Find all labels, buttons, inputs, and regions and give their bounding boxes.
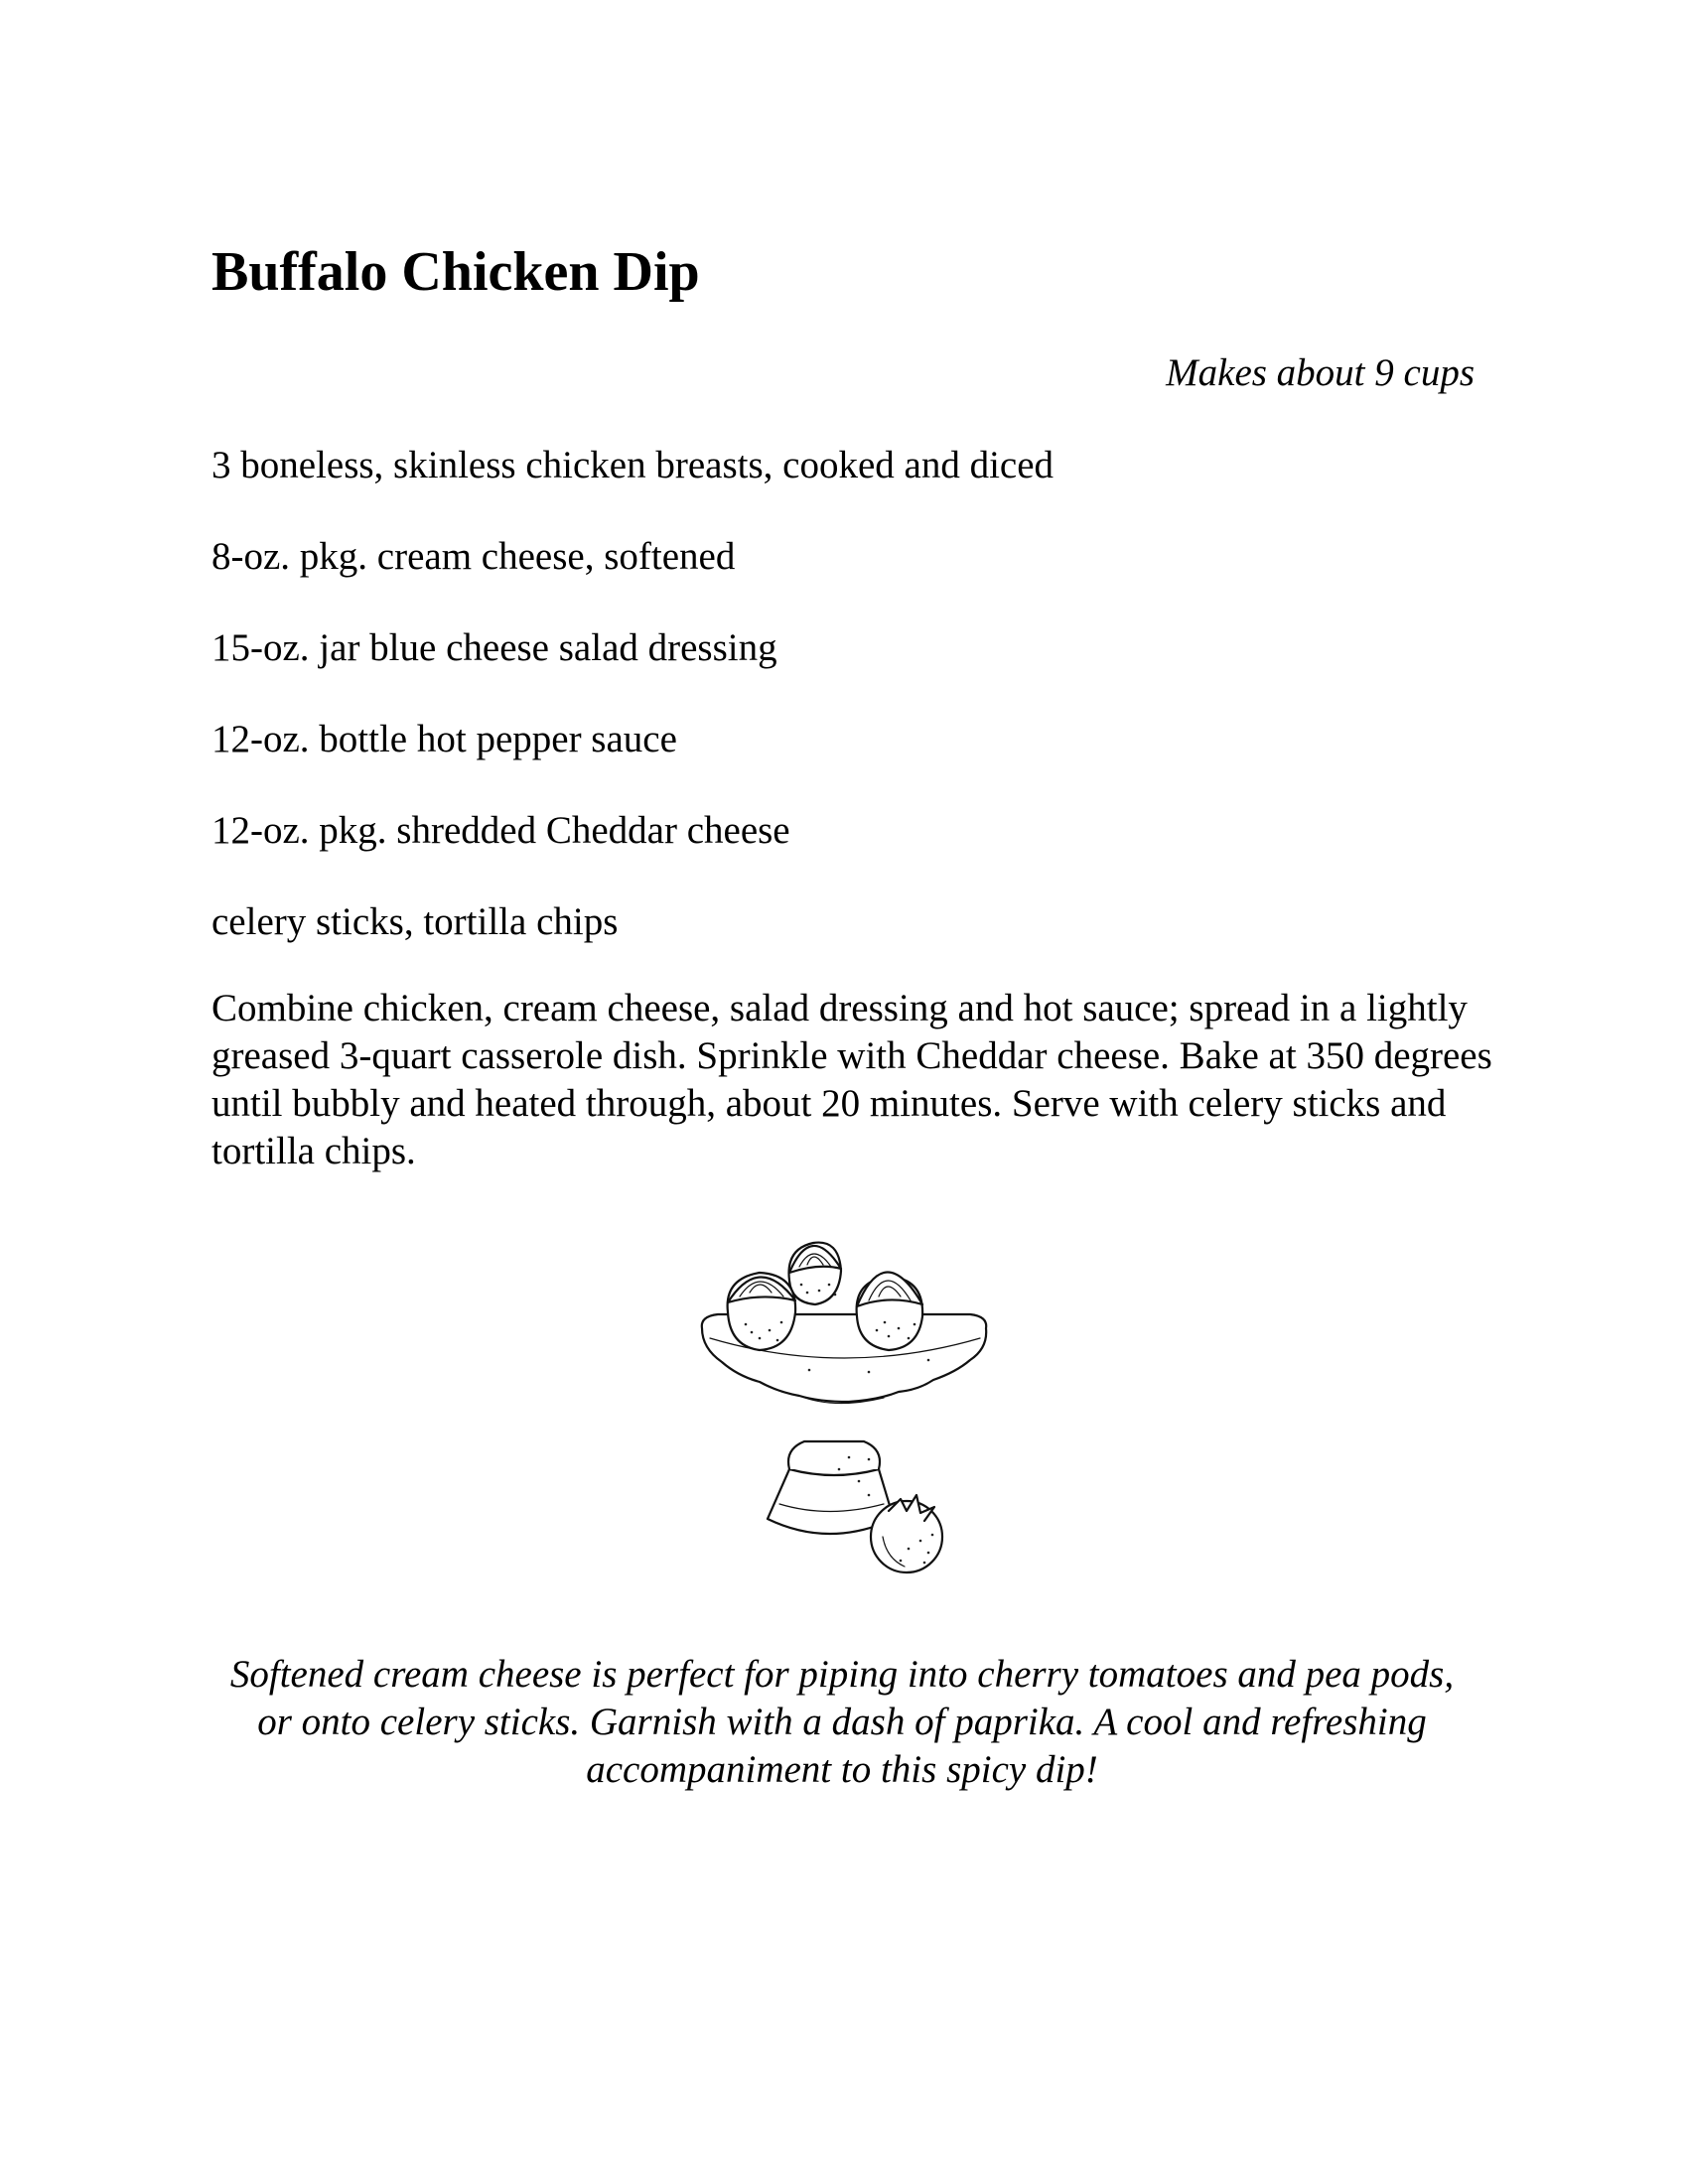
ingredient-item: 12-oz. bottle hot pepper sauce — [211, 718, 677, 760]
ingredient-item: 12-oz. pkg. shredded Cheddar cheese — [211, 809, 790, 852]
ingredient-item: 8-oz. pkg. cream cheese, softened — [211, 535, 736, 578]
serving-tip: Softened cream cheese is perfect for piping into cherry tomatoes and pea pods, or onto celery sticks. Garnish with a dash of paprika. A cool and refreshing accompaniment to this spicy dip! — [229, 1653, 1455, 1791]
ingredient-item: 3 boneless, skinless chicken breasts, cooked and diced — [211, 444, 1055, 486]
cake-stand-illustration — [690, 1221, 998, 1598]
ingredient-item: 15-oz. jar blue cheese salad dressing — [211, 626, 777, 669]
ingredient-item: celery sticks, tortilla chips — [211, 900, 619, 943]
ingredient-list — [211, 440, 1054, 988]
recipe-yield: Makes about 9 cups — [1166, 351, 1475, 394]
cake-stand-with-cream-puffs-and-tomato-illustration — [690, 1221, 998, 1598]
recipe-title: Buffalo Chicken Dip — [211, 241, 700, 303]
recipe-directions: Combine chicken, cream cheese, salad dressing and hot sauce; spread in a lightly greased 3-quart casserole dish. Sprinkle with Cheddar cheese. Bake at 350 degrees until bubbly and heated through, about 20 minutes. Serve with celery sticks and tortilla chips. — [211, 987, 1492, 1172]
